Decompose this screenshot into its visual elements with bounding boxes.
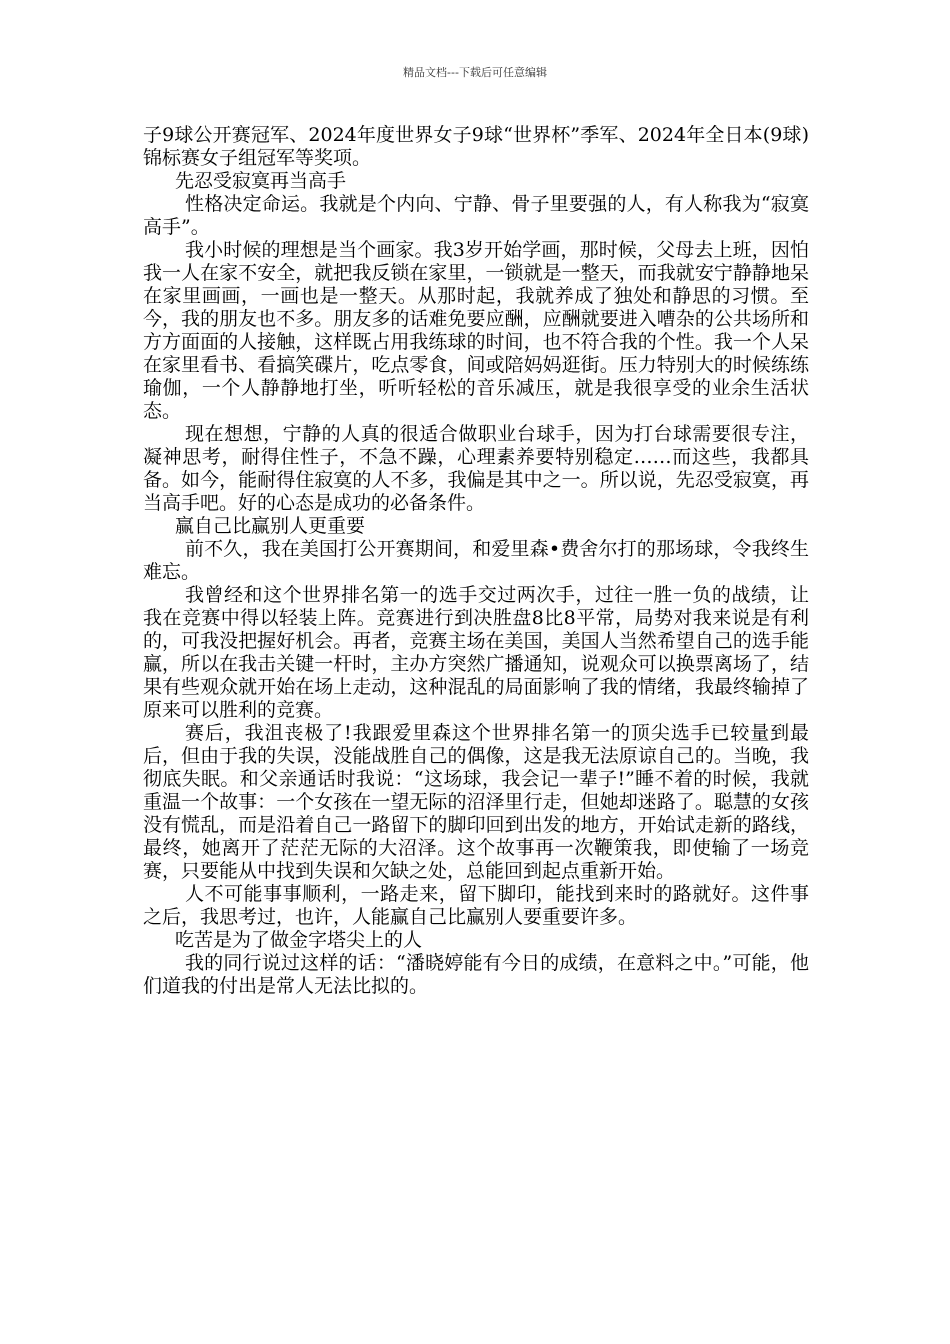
paragraph: 赛后，我沮丧极了!我跟爱里森这个世界排名第一的顶尖选手已较量到最后，但由于我的失误，没能战胜自己的偶像，这是我无法原谅自己的。当晚，我彻底失眠。和父亲通话时我说：“这场球，我会记一辈子!”睡不着的时候，我就重温一个故事：一个女孩在一望无际的沼泽里行走，但她却迷路了。聪慧的女孩没有慌乱，而是沿着自己一路留下的脚印回到出发的地方，开始试走新的路线，最终，她离开了茫茫无际的大沼泽。这个故事再一次鞭策我，即使输了一场竞赛，只要能从中找到失误和欠缺之处，总能回到起点重新开始。 xyxy=(143,722,809,882)
paragraph: 性格决定命运。我就是个内向、宁静、骨子里要强的人，有人称我为“寂寞高手”。 xyxy=(143,193,809,238)
section-heading-3: 吃苦是为了做金字塔尖上的人 xyxy=(175,929,423,951)
paragraph: 现在想想，宁静的人真的很适合做职业台球手，因为打台球需要很专注，凝神思考，耐得住性子，不急不躁，心理素养要特别稳定……而这些，我都具备。如今，能耐得住寂寞的人不多，我偏是其中之一。所以说，先忍受寂寞，再当高手吧。好的心态是成功的必备条件。 xyxy=(143,423,809,514)
paragraph: 我的同行说过这样的话：“潘晓婷能有今日的成绩，在意料之中。”可能，他们道我的付出是常人无法比拟的。 xyxy=(143,952,809,997)
paragraph-continuation: 子9球公开赛冠军、2024年度世界女子9球“世界杯”季军、2024年全日本(9球)锦标赛女子组冠军等奖项。 xyxy=(143,124,809,169)
page-header: 精品文档---下载后可任意编辑 xyxy=(403,66,547,79)
paragraph: 人不可能事事顺利，一路走来，留下脚印，能找到来时的路就好。这件事之后，我思考过，也许，人能赢自己比赢别人要重要许多。 xyxy=(143,883,809,928)
section-heading-1: 先忍受寂寞再当高手 xyxy=(175,170,347,192)
paragraph: 我曾经和这个世界排名第一的选手交过两次手，过往一胜一负的战绩，让我在竞赛中得以轻装上阵。竞赛进行到决胜盘8比8平常，局势对我来说是有利的，可我没把握好机会。再者，竞赛主场在美国，美国人当然希望自己的选手能赢，所以在我击关键一杆时，主办方突然广播通知，说观众可以换票离场了，结果有些观众就开始在场上走动，这种混乱的局面影响了我的情绪，我最终输掉了原来可以胜利的竞赛。 xyxy=(143,584,809,721)
paragraph: 我小时候的理想是当个画家。我3岁开始学画，那时候，父母去上班，因怕我一人在家不安全，就把我反锁在家里，一锁就是一整天，而我就安宁静静地呆在家里画画，一画也是一整天。从那时起，我就养成了独处和静思的习惯。至今，我的朋友也不多。朋友多的话难免要应酬，应酬就要进入嘈杂的公共场所和方方面面的人接触，这样既占用我练球的时间，也不符合我的个性。我一个人呆在家里看书、看搞笑碟片，吃点零食，间或陪妈妈逛街。压力特别大的时候练练瑜伽，一个人静静地打坐，听听轻松的音乐减压，就是我很享受的业余生活状态。 xyxy=(143,239,809,422)
paragraph: 前不久，我在美国打公开赛期间，和爱里森•费舍尔打的那场球，令我终生难忘。 xyxy=(143,538,809,583)
section-heading-2: 赢自己比赢别人更重要 xyxy=(175,515,366,537)
document-body xyxy=(143,124,809,998)
